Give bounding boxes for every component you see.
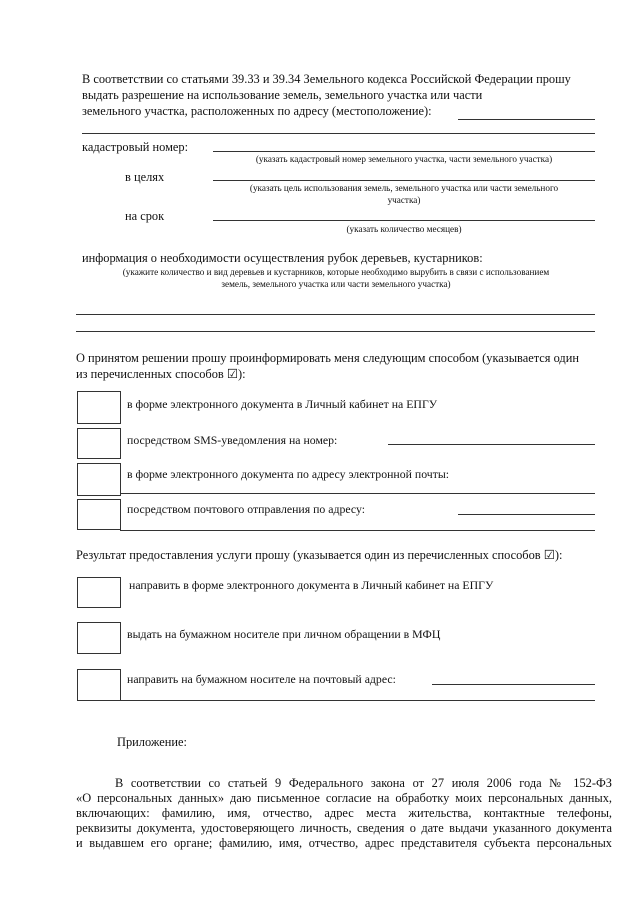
result-option-mfc: выдать на бумажном носителе при личном обращении в МФЦ [127,627,441,641]
term-label: на срок [125,209,165,223]
notify-option-email: в форме электронного документа по адресу электронной почты: [127,467,450,481]
consent-line-2: «О персональных данных» даю письменное согласие на обработку моих персональных данных, [76,791,612,805]
result-checkbox-mfc[interactable] [77,622,121,654]
purpose-hint-2: участка) [387,195,421,205]
notify-checkbox-post[interactable] [77,499,121,530]
cadastral-input-line[interactable] [213,151,595,152]
cadastral-hint: (указать кадастровый номер земельного участка, части земельного участка) [255,154,553,164]
notify-checkbox-epgu[interactable] [77,391,121,424]
address-input-line-2[interactable] [82,133,595,134]
term-input-line[interactable] [213,220,595,221]
notify-option-epgu: в форме электронного документа в Личный кабинет на ЕПГУ [127,397,438,411]
request-line-3: земельного участка, расположенных по адресу (местоположение): [82,104,432,118]
result-option-epgu: направить в форме электронного документа в Личный кабинет на ЕПГУ [129,578,494,592]
purpose-label: в целях [125,170,165,184]
sms-number-input-line[interactable] [388,444,595,445]
consent-line-4: реквизиты документа, удостоверяющего личность, сведения о дате выдачи указанного документа [76,821,612,835]
trees-input-line-1[interactable] [76,314,595,315]
notify-checkbox-sms[interactable] [77,428,121,459]
trees-input-line-2[interactable] [76,331,595,332]
notify-option-sms: посредством SMS-уведомления на номер: [127,433,338,447]
request-line-2: выдать разрешение на использование земель, земельного участка или части [82,88,483,102]
request-line-1: В соответствии со статьями 39.33 и 39.34 Земельного кодекса Российской Федерации прошу [82,72,571,86]
result-checkbox-post[interactable] [77,669,121,701]
notify-option-post: посредством почтового отправления по адресу: [127,502,366,516]
cadastral-label: кадастровый номер: [82,140,189,154]
consent-line-5: и выдавшем его органе; фамилию, имя, отчество, адрес представителя субъекта персональных [76,836,612,850]
trees-hint-2: земель, земельного участка или части земельного участка) [221,279,451,289]
post-address-input-line[interactable] [458,514,595,515]
email-input-line[interactable] [120,493,595,494]
consent-line-1: В соответствии со статьей 9 Федерального закона от 27 июля 2006 года № 152-ФЗ [115,776,612,790]
term-hint: (указать количество месяцев) [346,224,462,234]
result-intro: Результат предоставления услуги прошу (указывается один из перечисленных способов ☑): [76,548,563,562]
post-address-input-line-2[interactable] [120,530,595,531]
purpose-input-line[interactable] [213,180,595,181]
address-input-line[interactable] [458,119,595,120]
notify-intro-2: из перечисленных способов ☑): [76,367,246,381]
result-option-post: направить на бумажном носителе на почтовый адрес: [127,672,396,686]
trees-title: информация о необходимости осуществления рубок деревьев, кустарников: [82,251,483,265]
notify-intro-1: О принятом решении прошу проинформировать меня следующим способом (указывается один [76,351,579,365]
result-post-address-input-line[interactable] [432,684,595,685]
attachment-label: Приложение: [117,735,187,749]
notify-checkbox-email[interactable] [77,463,121,496]
result-post-address-input-line-2[interactable] [120,700,595,701]
result-checkbox-epgu[interactable] [77,577,121,608]
trees-hint-1: (укажите количество и вид деревьев и кустарников, которые необходимо вырубить в связи с использованием [122,267,550,277]
consent-line-3: включающих: фамилию, имя, отчество, адрес места жительства, контактные телефоны, [76,806,612,820]
purpose-hint-1: (указать цель использования земель, земельного участка или части земельного [249,183,559,193]
